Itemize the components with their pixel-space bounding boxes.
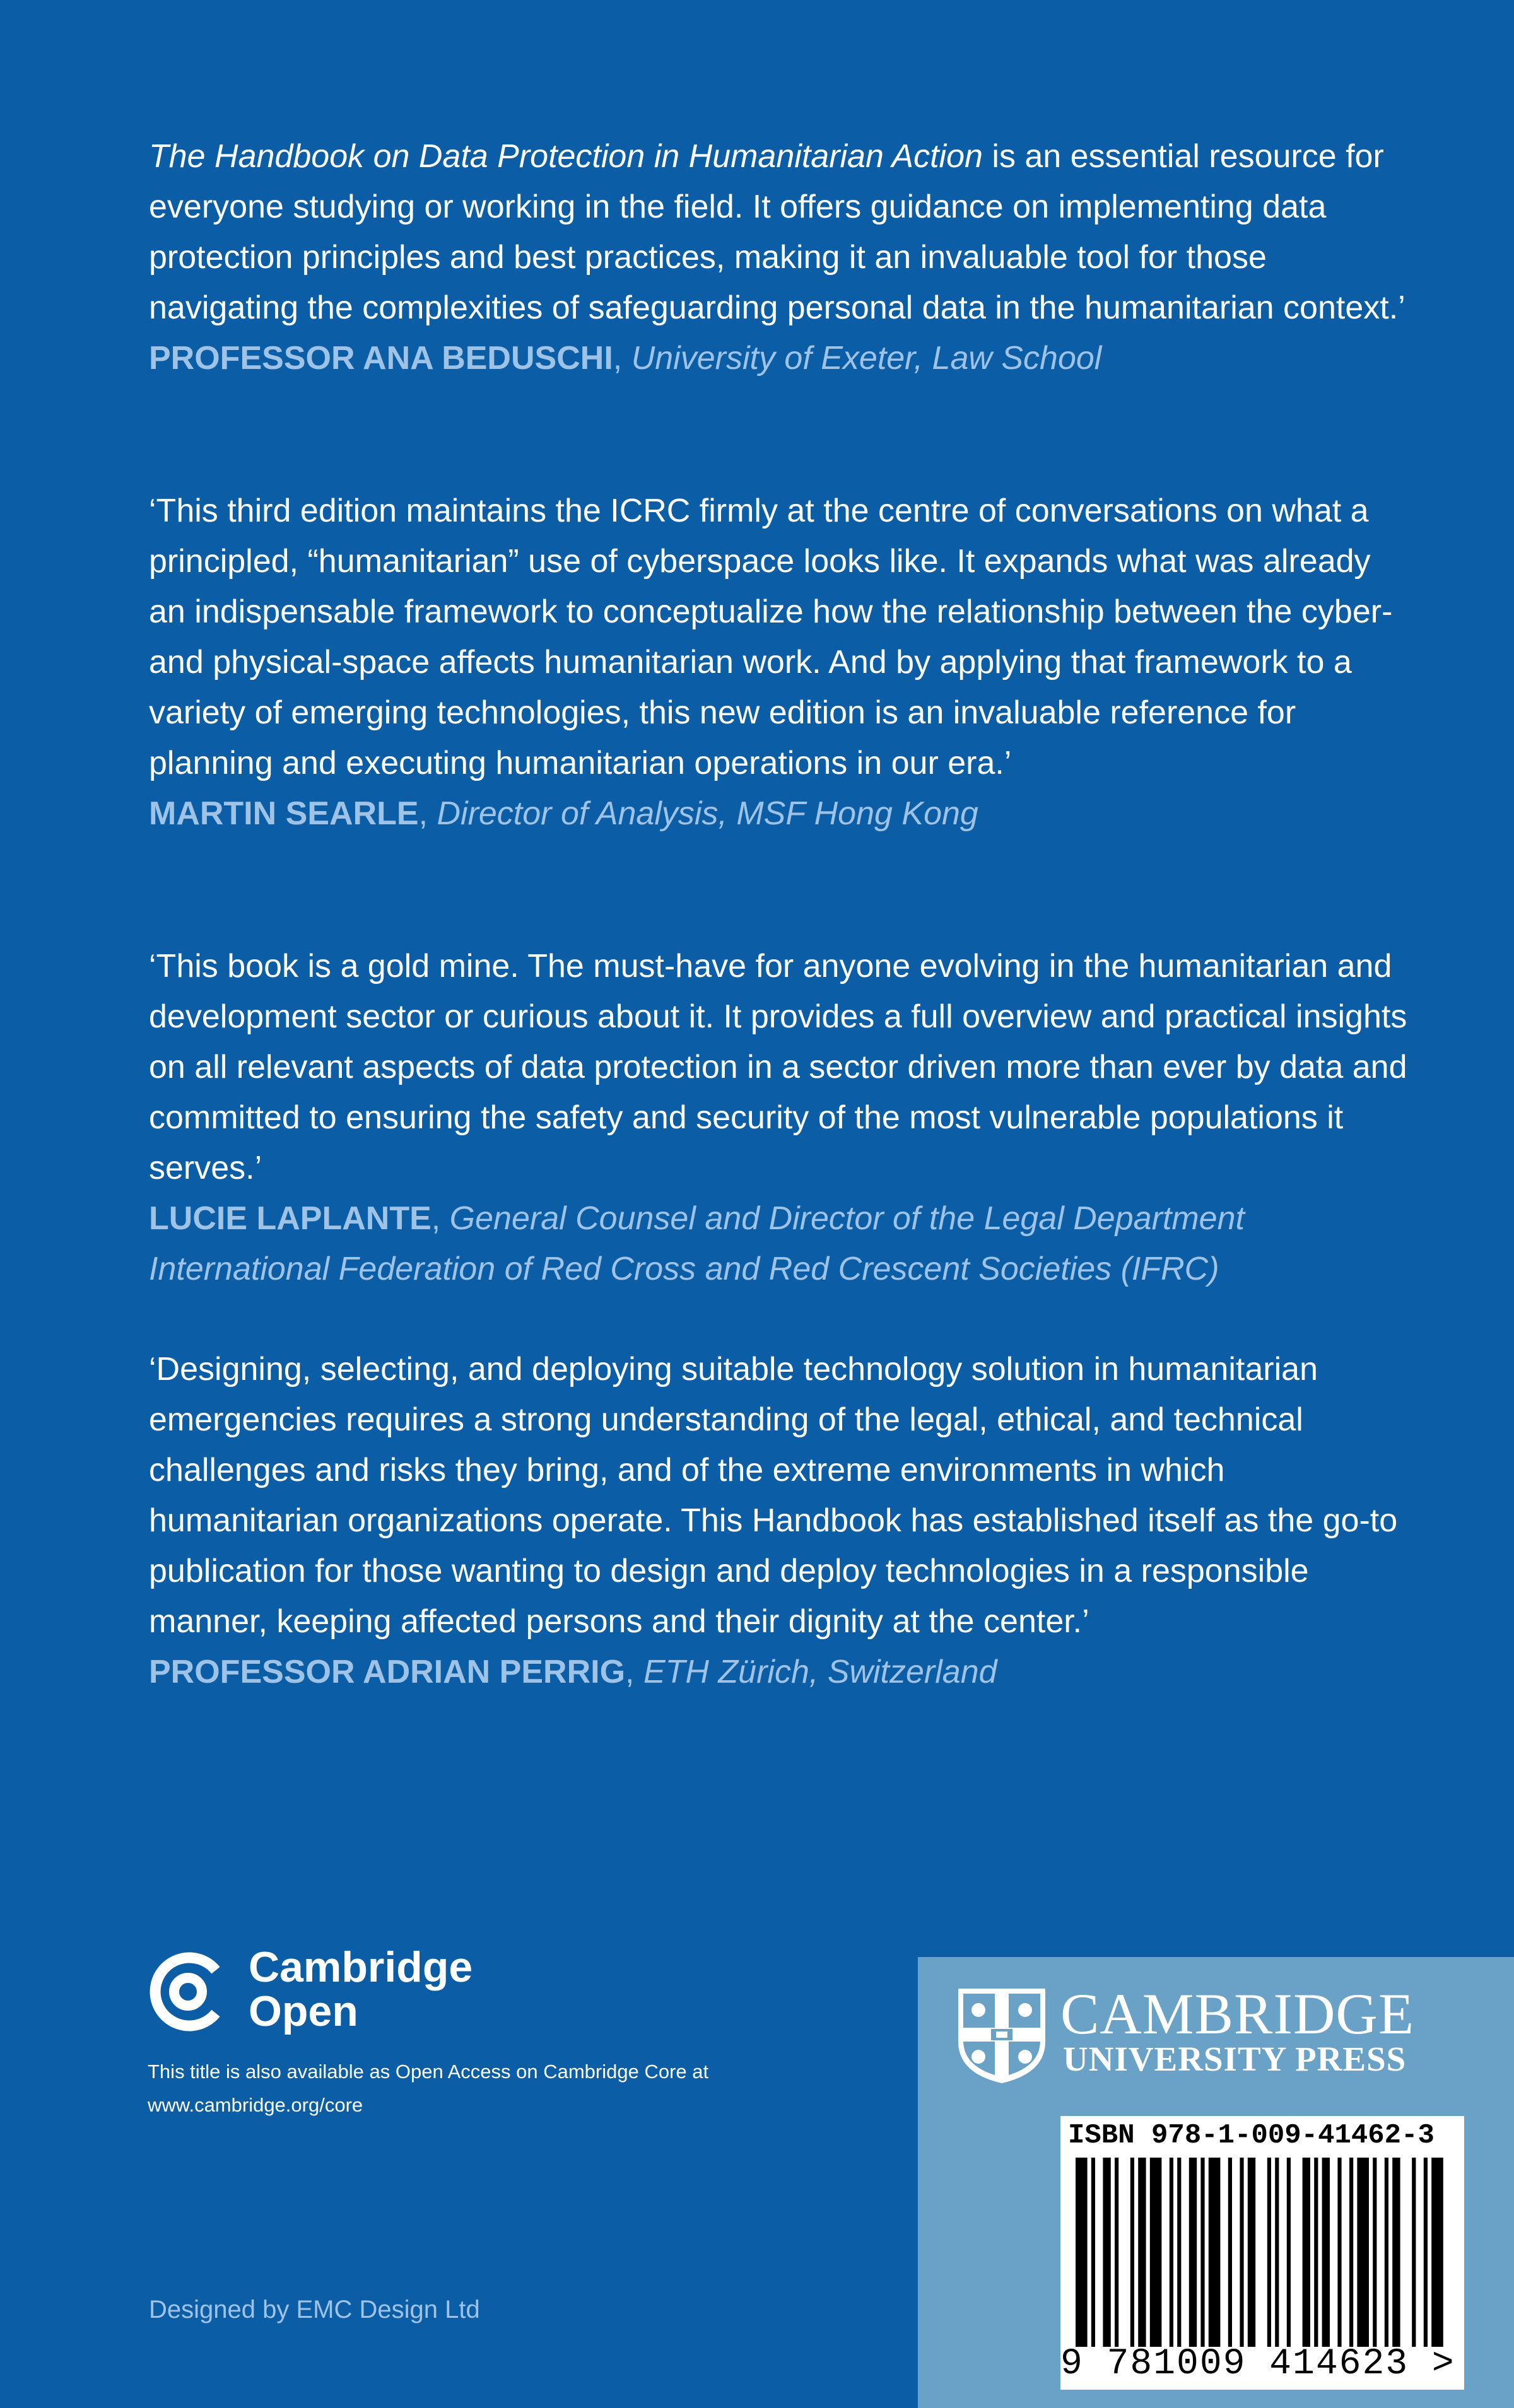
- barcode-bar: [1150, 2158, 1162, 2347]
- barcode-bar: [1103, 2158, 1110, 2347]
- barcode-bar: [1228, 2158, 1232, 2347]
- endorser-affiliation-line2: International Federation of Red Cross and Red Crescent Societies (IFRC): [149, 1251, 1219, 1287]
- barcode-bar: [1431, 2158, 1443, 2347]
- barcode-bars: [1064, 2158, 1458, 2347]
- barcode-bar: [1349, 2158, 1353, 2347]
- endorser-name: PROFESSOR ADRIAN PERRIG: [149, 1654, 626, 1690]
- quote-text: ‘This book is a gold mine. The must-have for anyone evolving in the humanitarian and development sector or curious about it. It provides a full overview and practical insights on all relevant aspects of data protection in a sector driven more than ever by data and committed to ensuring the safety and security of the most vulnerable populations it serves.’: [149, 948, 1407, 1186]
- barcode-bar: [1392, 2158, 1400, 2347]
- barcode-bar: [1373, 2158, 1376, 2347]
- barcode-bar: [1240, 2158, 1243, 2347]
- university-crest-icon: [954, 1985, 1049, 2086]
- separator: ,: [431, 1200, 450, 1237]
- publisher-panel: [918, 1957, 1514, 2408]
- barcode-bar: [1130, 2158, 1134, 2347]
- endorser-affiliation: ETH Zürich, Switzerland: [643, 1654, 997, 1690]
- barcode-bar: [1177, 2158, 1181, 2347]
- barcode-bar: [1303, 2158, 1310, 2347]
- barcode-bar: [1091, 2158, 1095, 2347]
- endorser-affiliation: Director of Analysis, MSF Hong Kong: [437, 795, 978, 832]
- quote-attribution: [149, 788, 1411, 839]
- endorsement-quote: [149, 1344, 1411, 1697]
- quote-text: [149, 131, 1411, 333]
- barcode-bar: [1138, 2158, 1146, 2347]
- barcode-bar: [1357, 2158, 1369, 2347]
- endorser-name: PROFESSOR ANA BEDUSCHI: [149, 340, 613, 377]
- barcode-bar: [1076, 2158, 1088, 2347]
- separator: ,: [418, 795, 437, 832]
- barcode-bar: [1170, 2158, 1173, 2347]
- designer-credit: Designed by EMC Design Ltd: [149, 2296, 480, 2323]
- isbn-label: ISBN 978-1-009-41462-3: [1068, 2120, 1435, 2151]
- endorser-affiliation: General Counsel and Director of the Legal Department: [449, 1200, 1245, 1237]
- barcode-bar: [1385, 2158, 1388, 2347]
- publisher-subtitle: UNIVERSITY PRESS: [1063, 2040, 1407, 2078]
- quote-text: ‘This third edition maintains the ICRC firmly at the centre of conversations on what a principled, “humanitarian” use of cyberspace looks like. It expands what was already an indispensable framework to conceptualize how the relationship between the cyber- and physical-space affects humanitarian work. And by applying that framework to a variety of emerging technologies, this new edition is an invaluable reference for planning and executing humanitarian operations in our era.’: [149, 493, 1393, 781]
- open-access-note: This title is also available as Open Access on Cambridge Core at www.cambridge.org/core: [148, 2060, 709, 2116]
- wordmark-line2: Open: [249, 1987, 358, 2035]
- separator: ,: [625, 1654, 643, 1690]
- cambridge-open-wordmark: [249, 1945, 472, 2033]
- barcode-bar: [1322, 2158, 1330, 2347]
- endorsement-quote: [149, 486, 1411, 839]
- endorsement-quote: [149, 131, 1411, 383]
- barcode-bar: [1287, 2158, 1291, 2347]
- quote-text: ‘Designing, selecting, and deploying suitable technology solution in humanitarian emergencies requires a strong understanding of the legal, ethical, and technical challenges and risks they bring, and of the extreme environments in which humanitarian organizations operate. This Handbook has established itself as the go-to publication for those wanting to design and deploy technologies in a responsible manner, keeping affected persons and their dignity at the center.’: [149, 1351, 1398, 1640]
- endorser-name: LUCIE LAPLANTE: [149, 1200, 431, 1237]
- barcode-bar: [1337, 2158, 1341, 2347]
- barcode-bar: [1424, 2158, 1428, 2347]
- barcode-digits: 9 781009 414623 >: [1060, 2344, 1455, 2385]
- quote-attribution: [149, 333, 1411, 383]
- cambridge-open-logo: [148, 1943, 778, 2050]
- barcode-bar: [1248, 2158, 1255, 2347]
- isbn-barcode: [1060, 2116, 1464, 2390]
- separator: ,: [613, 340, 631, 377]
- quote-text-rest: is an essential resource for everyone studying or working in the field. It offers guidance on implementing data protection principles and best practices, making it an invaluable tool for those navigating the complexities of safeguarding personal data in the humanitarian context.’: [149, 138, 1405, 326]
- wordmark-line1: Cambridge: [249, 1943, 473, 1991]
- barcode-bar: [1189, 2158, 1197, 2347]
- endorsement-quote: [149, 941, 1411, 1294]
- barcode-bar: [1275, 2158, 1279, 2347]
- book-title: The Handbook on Data Protection in Humanitarian Action: [149, 138, 983, 175]
- barcode-bar: [1209, 2158, 1221, 2347]
- barcode-bar: [1200, 2158, 1204, 2347]
- quote-attribution: [149, 1647, 1411, 1697]
- publisher-name: CAMBRIDGE: [1060, 1982, 1415, 2046]
- quote-attribution: [149, 1193, 1411, 1244]
- endorser-affiliation: University of Exeter, Law School: [631, 340, 1102, 377]
- endorser-name: MARTIN SEARLE: [149, 795, 419, 832]
- barcode-bar: [1412, 2158, 1416, 2347]
- cambridge-open-logo-icon: [148, 1951, 228, 2032]
- barcode-bar: [1115, 2158, 1118, 2347]
- barcode-bar: [1314, 2158, 1318, 2347]
- barcode-bar: [1267, 2158, 1271, 2347]
